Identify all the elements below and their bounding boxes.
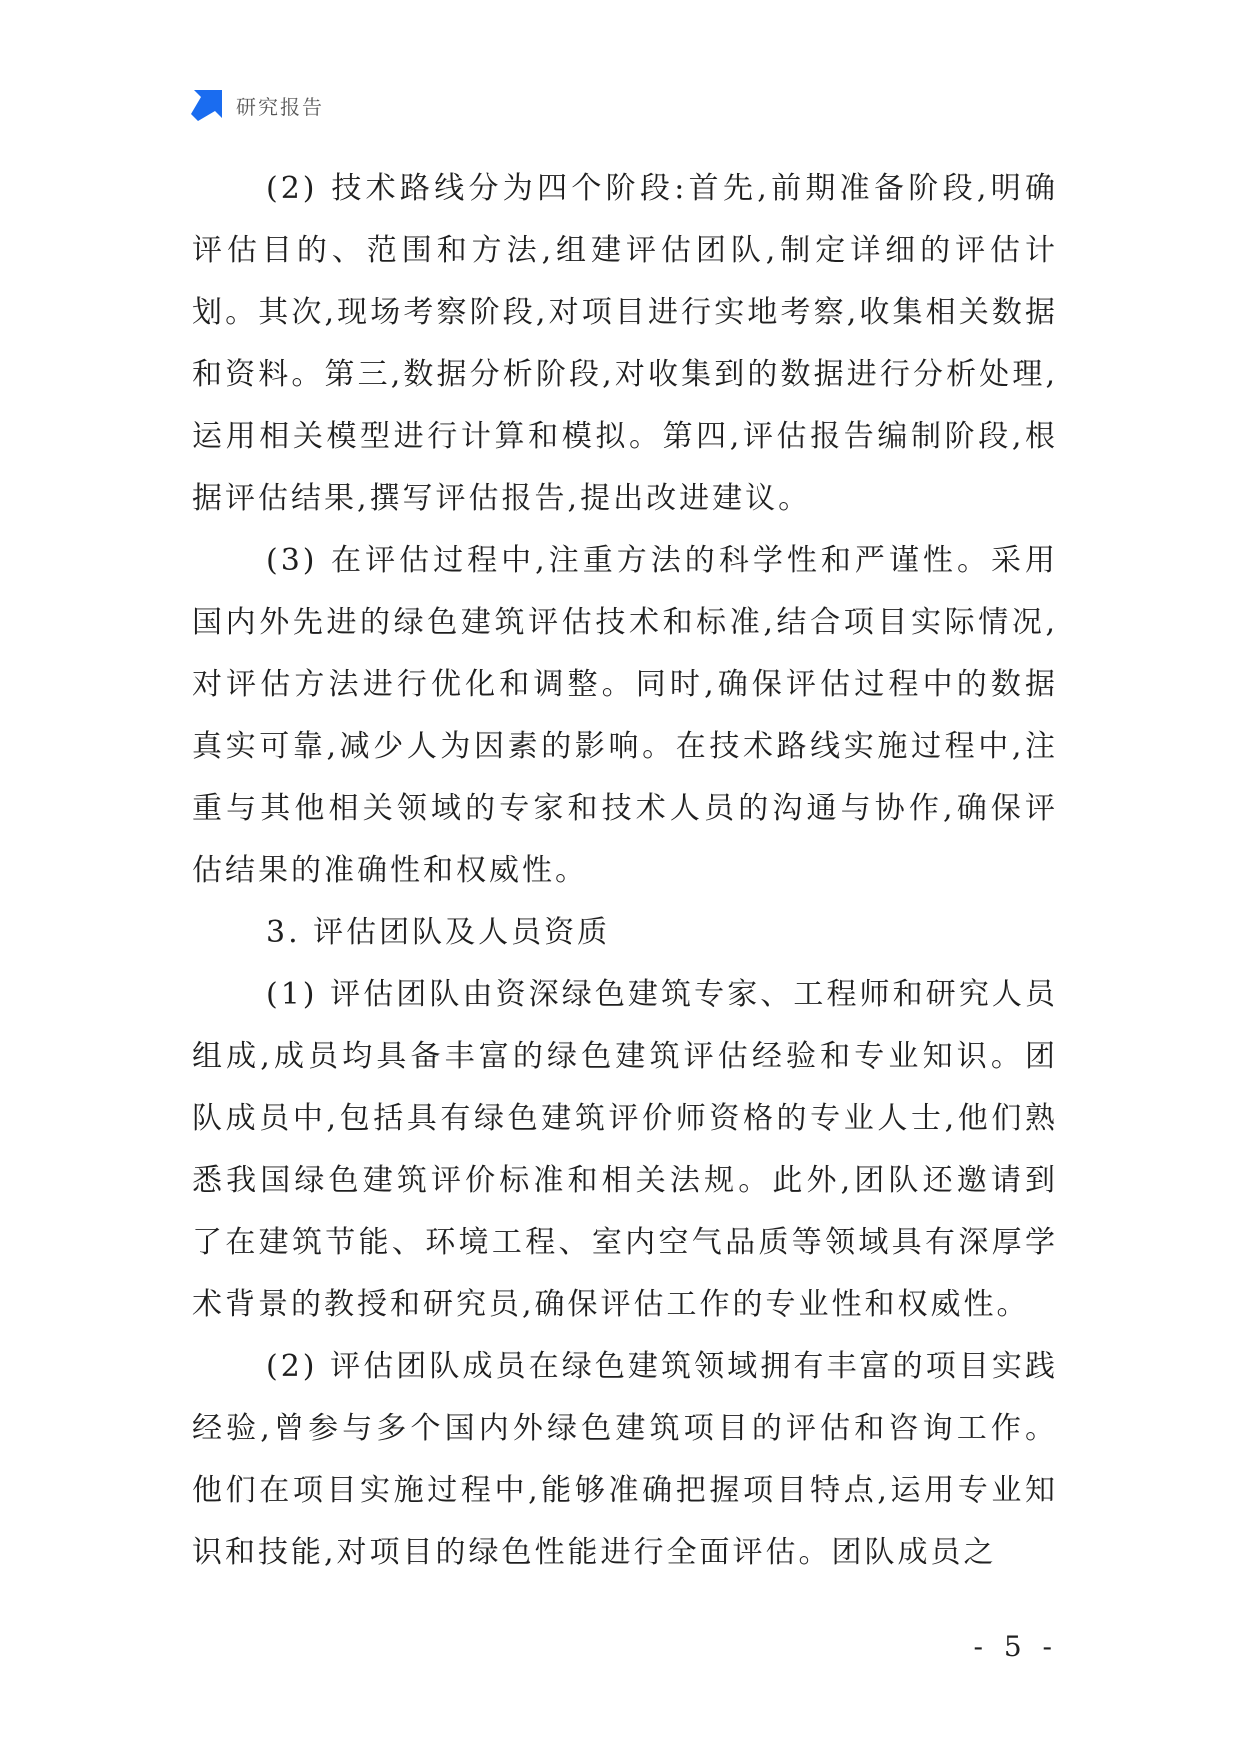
paragraph-technical-route: (2) 技术路线分为四个阶段:首先,前期准备阶段,明确评估目的、范围和方法,组建评估团队,制定详细的评估计划。其次,现场考察阶段,对项目进行实地考察,收集相关数据和资料。第三,数据分析阶段,对收集到的数据进行分析处理,运用相关模型进行计算和模拟。第四,评估报告编制阶段,根据评估结果,撰写评估报告,提出改进建议。: [192, 171, 1058, 516]
paragraph-team-experience: (2) 评估团队成员在绿色建筑领域拥有丰富的项目实践经验,曾参与多个国内外绿色建筑项目的评估和咨询工作。他们在项目实施过程中,能够准确把握项目特点,运用专业知识和技能,对项目的绿色性能进行全面评估。团队成员之: [192, 1349, 1058, 1570]
arrow-up-right-icon: [190, 88, 224, 122]
paragraph-evaluation-process: (3) 在评估过程中,注重方法的科学性和严谨性。采用国内外先进的绿色建筑评估技术和标准,结合项目实际情况,对评估方法进行优化和调整。同时,确保评估过程中的数据真实可靠,减少人为因素的影响。在技术路线实施过程中,注重与其他相关领域的专家和技术人员的沟通与协作,确保评估结果的准确性和权威性。: [192, 543, 1058, 888]
document-body: [192, 158, 1058, 1584]
header-title: 研究报告: [236, 94, 324, 119]
paragraph-team-composition: (1) 评估团队由资深绿色建筑专家、工程师和研究人员组成,成员均具备丰富的绿色建筑评估经验和专业知识。团队成员中,包括具有绿色建筑评价师资格的专业人士,他们熟悉我国绿色建筑评价标准和相关法规。此外,团队还邀请到了在建筑节能、环境工程、室内空气品质等领域具有深厚学术背景的教授和研究员,确保评估工作的专业性和权威性。: [192, 977, 1058, 1322]
section-heading: 3. 评估团队及人员资质: [266, 915, 611, 950]
page-header: [190, 88, 324, 122]
page-number: - 5 -: [973, 1630, 1058, 1663]
